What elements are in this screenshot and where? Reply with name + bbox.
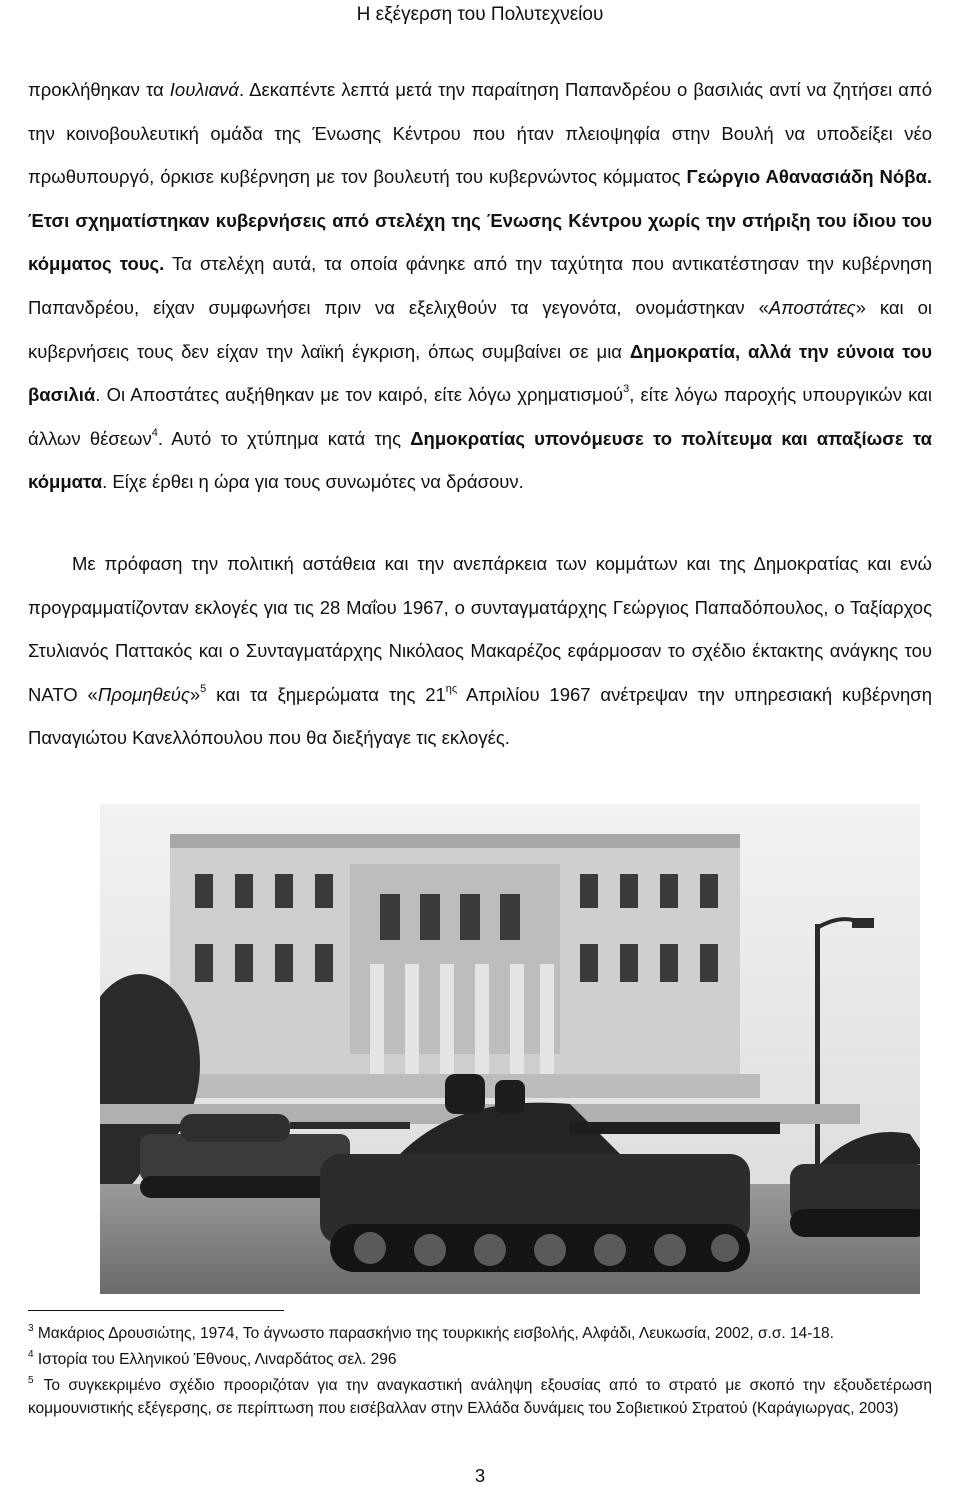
text: . Οι Αποστάτες αυξήθηκαν με τον καιρό, είτε λόγω χρηματισμού — [95, 384, 624, 406]
bold-text: Γεώργιο Αθανασιάδη Νόβα. Έτσι σχηματίστηκαν κυβερνήσεις από στελέχη της Ένωσης Κέντρου χωρίς την στήριξη του ίδιου του κόμματος τους. — [28, 166, 933, 275]
text: Απριλίου 1967 ανέτρεψαν την υπηρεσιακή κυβέρνηση Παναγιώτου Κανελλόπουλου που θα διεξήγαγε τις εκλογές. — [28, 683, 932, 749]
text: Με πρόφαση την πολιτική αστάθεια και την ανεπάρκεια των κομμάτων και της Δημοκρατίας και ενώ προγραμματίζονταν εκλογές για τις 28 Μαΐου 1967, ο συνταγματάρχης Γεώργιος Παπαδόπουλος, ο Ταξίαρχος Στυλιανός Παττακός και ο Συνταγματάρχης Νικόλαος Μακαρέζος εφάρμοσαν το σχέδιο έκτακτης ανάγκης του ΝΑΤΟ « — [28, 553, 932, 705]
footnote-text: Μακάριος Δρουσιώτης, 1974, Το άγνωστο παρασκήνιο της τουρκικής εισβολής, Αλφάδι, Λευκωσία, 2002, σ.σ. 14-18. — [37, 1325, 834, 1342]
bold-text: Δημοκρατία, αλλά την εύνοια του βασιλιά — [28, 340, 932, 406]
text: Τα στελέχη αυτά, τα οποία φάνηκε από την ταχύτητα που αντικατέστησαν την κυβέρνηση Παπανδρέου, είχαν συμφωνήσει πριν να εξελιχθούν τα γεγονότα, ονομάστηκαν « — [28, 253, 932, 318]
text: . Είχε έρθει η ώρα για τους συνωμότες να δράσουν. — [102, 471, 524, 493]
text: προκλήθηκαν τα — [28, 79, 170, 100]
parliament-building — [160, 834, 760, 1098]
ordinal-suffix: ης — [445, 682, 458, 695]
text: και τα ξημερώματα της 21 — [206, 683, 446, 705]
text: » — [189, 683, 201, 705]
text: » και οι κυβερνήσεις τους δεν είχαν την λαϊκή έγκριση, όπως συμβαίνει σε μια — [28, 296, 932, 362]
footnote-number: 3 — [28, 1323, 34, 1334]
page-header: Η εξέγερση του Πολυτεχνείου — [356, 4, 604, 25]
footnote-ref[interactable]: 3 — [623, 383, 630, 396]
footnote-number: 4 — [28, 1349, 34, 1360]
page-number: 3 — [474, 1465, 486, 1486]
paragraph-1 — [28, 68, 932, 504]
tanks-parliament-photo — [100, 804, 920, 1294]
text: . Αυτό το χτύπημα κατά της — [157, 427, 411, 449]
footnote-3 — [28, 1323, 932, 1346]
footnote-4 — [28, 1349, 932, 1372]
italic-term: Προμηθεύς — [97, 683, 190, 705]
text: . Δεκαπέντε λεπτά μετά την παραίτηση Παπανδρέου ο βασιλιάς αντί να ζητήσει από την κοινοβουλευτική ομάδα της Ένωσης Κέντρου που ήταν πλειοψηφία στην Βουλή να υποδείξει νέο πρωθυπουργό, όρκισε κυβέρνηση με τον βουλευτή του κυβερνώντος κόμματος — [28, 79, 932, 188]
paragraph-2 — [28, 542, 932, 760]
footnote-ref[interactable]: 4 — [151, 426, 158, 439]
footnote-text: Το συγκεκριμένο σχέδιο προοριζόταν για την αναγκαστική ανάληψη εξουσίας από το στρατό με σκοπό την εξουδετέρωση κομμουνιστικής εξέγερσης, σε περίπτωση που εισέβαλλαν στην Ελλάδα δυνάμεις του Σοβιετικού Στρατού (Καράγιωργας, 2003) — [28, 1377, 932, 1417]
italic-term: Αποστάτες — [768, 296, 856, 318]
footnote-separator — [28, 1310, 284, 1311]
footnote-ref[interactable]: 5 — [200, 682, 207, 695]
bold-text: Δημοκρατίας υπονόμευσε το πολίτευμα και απαξίωσε τα κόμματα — [28, 427, 932, 493]
text: , είτε λόγω παροχής υπουργικών και άλλων θέσεων — [28, 384, 932, 449]
italic-term: Ιουλιανά — [169, 79, 239, 100]
photo-illustration — [100, 804, 920, 1294]
footnote-5 — [28, 1375, 932, 1420]
footnote-number: 5 — [28, 1375, 34, 1386]
footnote-text: Ιστορία του Ελληνικού Έθνους, Λιναρδάτος σελ. 296 — [37, 1351, 397, 1368]
